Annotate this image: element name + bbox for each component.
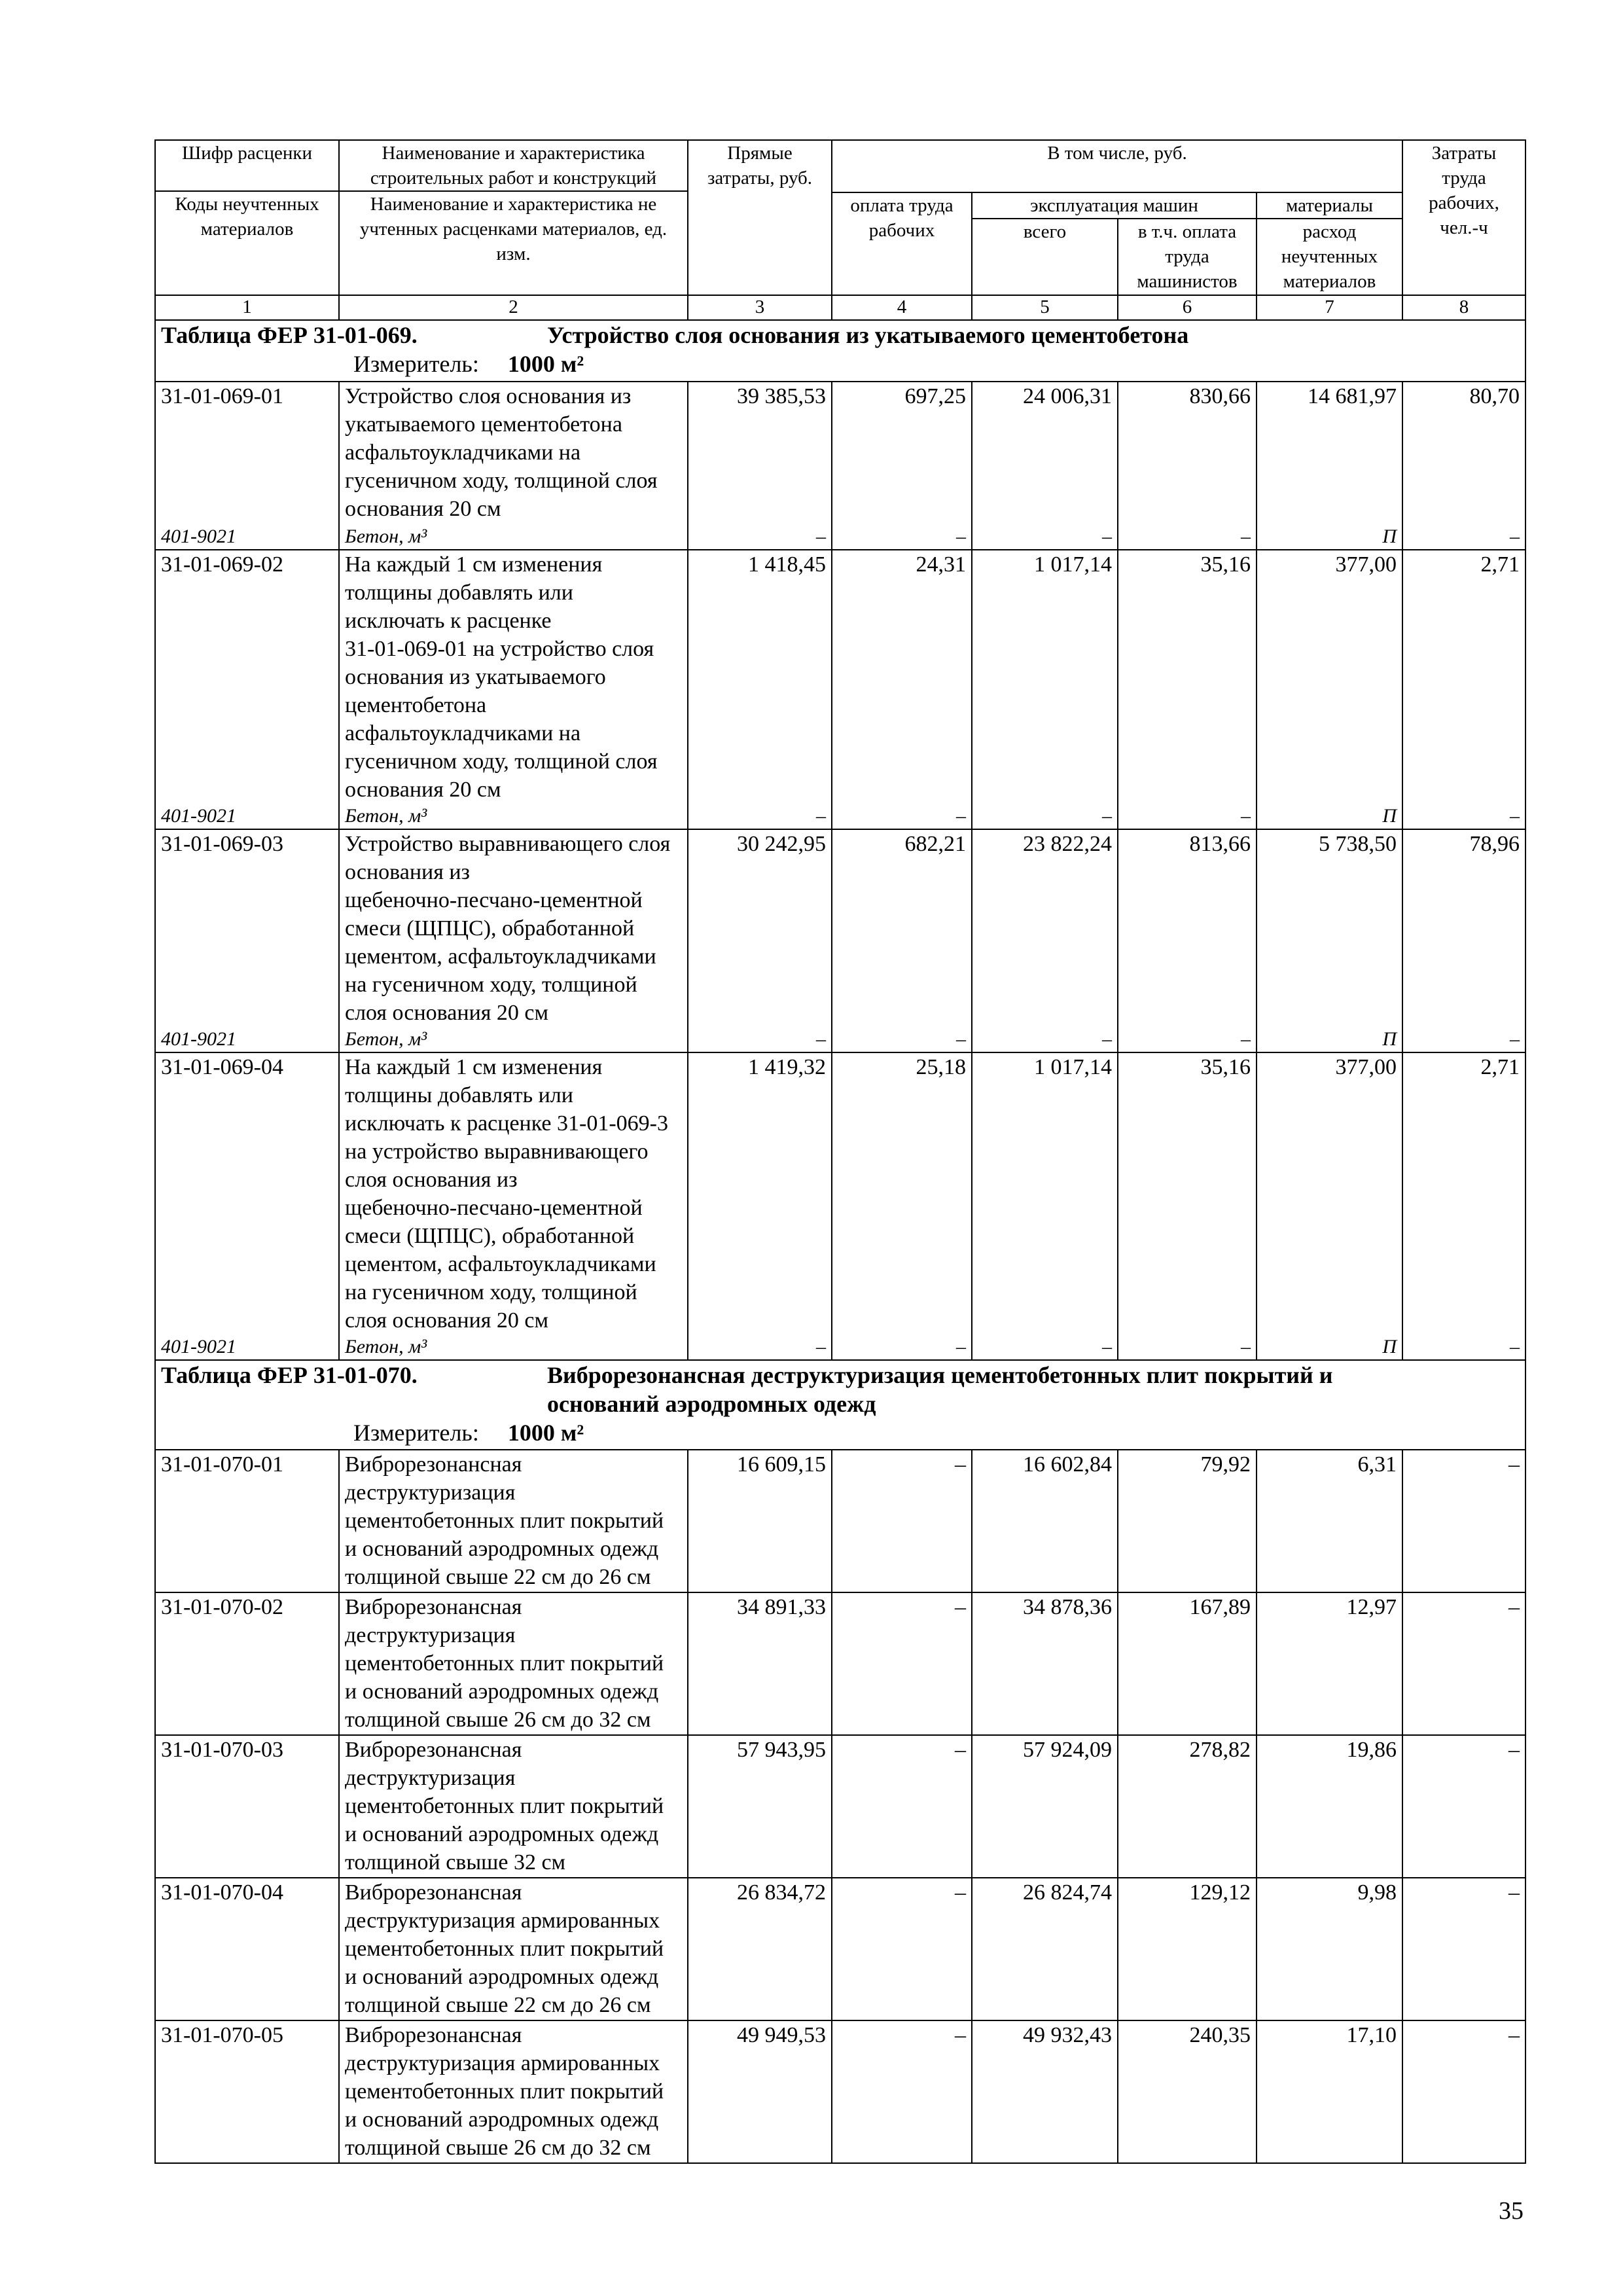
material-mark: – [816, 1028, 826, 1050]
rate-code-cell [155, 1592, 339, 1735]
description-line: толщиной свыше 26 см до 32 см [345, 1708, 651, 1732]
materials-cost: 377,00 [1335, 1055, 1397, 1079]
header-vtch: в т.ч. оплата труда машинистов [1118, 219, 1257, 295]
machine-total: 24 006,31 [1023, 384, 1112, 408]
material-mark: – [956, 526, 966, 547]
machine-total-cell [972, 1878, 1118, 2020]
direct-cost: 34 891,33 [737, 1595, 826, 1619]
rate-code-cell [155, 2020, 339, 2163]
header-oplata: оплата труда рабочих [832, 192, 972, 295]
materials-cost-cell [1257, 1592, 1402, 1735]
rate-code: 31-01-069-02 [161, 552, 283, 577]
material-mark: – [956, 1336, 966, 1357]
direct-cost-cell [688, 1052, 832, 1360]
labor-pay-cell [832, 1878, 972, 2020]
machine-total: 1 017,14 [1034, 552, 1112, 577]
labor-hours-cell [1402, 1878, 1525, 2020]
measure-label: Измеритель: [353, 1420, 479, 1446]
work-description [345, 1736, 682, 1876]
header-kody: Коды неучтенных материалов [155, 191, 339, 295]
material-mark: – [1510, 1028, 1520, 1050]
material-mark: – [816, 1336, 826, 1357]
machine-total-cell [972, 829, 1118, 1052]
labor-hours: – [1508, 1880, 1520, 1905]
labor-pay-cell [832, 550, 972, 829]
labor-pay-cell [832, 1450, 972, 1592]
machinist-pay: 240,35 [1189, 2023, 1251, 2047]
machinist-pay-cell [1118, 1052, 1257, 1360]
machinist-pay-cell [1118, 382, 1257, 550]
header-v-tom-chisle: В том числе, руб. [832, 140, 1402, 192]
material-mark: П [1382, 1336, 1397, 1357]
header-vsego: всего [972, 219, 1118, 295]
direct-cost-cell [688, 382, 832, 550]
direct-cost: 1 419,32 [748, 1055, 826, 1079]
direct-cost: 39 385,53 [737, 384, 826, 408]
description-line: щебеночно-песчано-цементной [345, 888, 643, 912]
material-name: Бетон, м³ [345, 1336, 427, 1357]
description-line: толщиной свыше 22 см до 26 см [345, 1565, 651, 1589]
material-mark: – [1241, 805, 1251, 827]
machinist-pay-cell [1118, 829, 1257, 1052]
rate-code: 31-01-070-05 [161, 2023, 283, 2047]
description-line: цементобетона [345, 693, 487, 717]
measure-value: 1000 м² [507, 351, 584, 377]
description-line: толщиной свыше 26 см до 32 см [345, 2136, 651, 2160]
measure-line [161, 350, 1520, 378]
header-ekspl: эксплуатация машин [972, 192, 1257, 219]
description-line: гусеничном ходу, толщиной слоя [345, 749, 658, 774]
direct-cost: 26 834,72 [737, 1880, 826, 1905]
rate-code: 31-01-070-03 [161, 1738, 283, 1762]
description-line: щебеночно-песчано-цементной [345, 1196, 643, 1220]
labor-pay: 682,21 [904, 832, 966, 856]
materials-cost: 12,97 [1346, 1595, 1397, 1619]
description-line: и оснований аэродромных одежд [345, 1679, 659, 1704]
description-line: Виброрезонансная [345, 1738, 522, 1762]
direct-cost-cell [688, 550, 832, 829]
description-line: на гусеничном ходу, толщиной [345, 1280, 637, 1304]
description-line: цементобетонных плит покрытий [345, 1509, 664, 1533]
description-line: деструктуризация армированных [345, 2051, 660, 2075]
description-line: асфальтоукладчиками на [345, 440, 581, 465]
labor-hours-cell [1402, 550, 1525, 829]
material-mark: – [1510, 1336, 1520, 1357]
labor-hours-cell [1402, 1735, 1525, 1878]
description-line: Устройство слоя основания из [345, 384, 632, 408]
header-name-unaccounted: Наименование и характеристика не учтенных расценками материалов, ед. изм. [339, 191, 688, 295]
work-description [345, 1878, 682, 2019]
work-description [345, 2021, 682, 2162]
table-row [155, 829, 1525, 1052]
direct-cost-cell [688, 1878, 832, 2020]
machine-total: 23 822,24 [1023, 832, 1112, 856]
description-line: Устройство выравнивающего слоя [345, 832, 671, 856]
col-number: 4 [832, 295, 972, 320]
description-cell [339, 1878, 688, 2020]
col-number: 3 [688, 295, 832, 320]
labor-hours-cell [1402, 1592, 1525, 1735]
direct-cost: 16 609,15 [737, 1452, 826, 1477]
material-mark: П [1382, 1028, 1397, 1050]
material-mark: П [1382, 805, 1397, 827]
labor-pay: 697,25 [904, 384, 966, 408]
col-number: 5 [972, 295, 1118, 320]
direct-cost: 49 949,53 [737, 2023, 826, 2047]
description-cell [339, 382, 688, 550]
machine-total-cell [972, 1450, 1118, 1592]
description-line: На каждый 1 см изменения [345, 552, 603, 577]
work-description [345, 830, 682, 1027]
header-shifr: Шифр расценки [155, 140, 339, 191]
header-materialy: материалы [1257, 192, 1402, 219]
description-line: и оснований аэродромных одежд [345, 1537, 659, 1561]
rate-code-cell [155, 1052, 339, 1360]
material-mark: – [816, 805, 826, 827]
material-mark: – [956, 1028, 966, 1050]
description-line: и оснований аэродромных одежд [345, 1965, 659, 1989]
table-row [155, 1052, 1525, 1360]
labor-hours: 2,71 [1480, 1055, 1520, 1079]
labor-pay-cell [832, 829, 972, 1052]
direct-cost-cell [688, 1450, 832, 1592]
description-line: На каждый 1 см изменения [345, 1055, 603, 1079]
description-line: толщиной свыше 32 см [345, 1850, 566, 1874]
materials-cost-cell [1257, 1052, 1402, 1360]
machinist-pay-cell [1118, 1878, 1257, 2020]
labor-hours: – [1508, 2023, 1520, 2047]
labor-pay: – [955, 1880, 966, 1905]
description-line: основания из укатываемого [345, 665, 606, 689]
labor-pay-cell [832, 2020, 972, 2163]
description-line: исключать к расценке [345, 609, 552, 633]
labor-pay: 25,18 [916, 1055, 966, 1079]
material-mark: – [956, 805, 966, 827]
col-number: 8 [1402, 295, 1525, 320]
section-header [155, 320, 1525, 382]
materials-cost: 5 738,50 [1319, 832, 1397, 856]
machinist-pay: 830,66 [1189, 384, 1251, 408]
labor-pay: – [955, 2023, 966, 2047]
rate-code-cell [155, 1735, 339, 1878]
material-name: Бетон, м³ [345, 1028, 427, 1050]
machine-total: 1 017,14 [1034, 1055, 1112, 1079]
description-line: и оснований аэродромных одежд [345, 1822, 659, 1846]
section-title: Виброрезонансная деструктуризация цементобетонных плит покрытий и [547, 1362, 1333, 1388]
material-mark: – [1241, 1336, 1251, 1357]
description-line: гусеничном ходу, толщиной слоя [345, 469, 658, 493]
table-row [155, 2020, 1525, 2163]
section-code: Таблица ФЕР 31-01-070. [161, 1362, 418, 1388]
description-cell [339, 2020, 688, 2163]
description-line: исключать к расценке 31-01-069-3 [345, 1111, 668, 1136]
section-code: Таблица ФЕР 31-01-069. [161, 322, 418, 348]
machinist-pay: 79,92 [1200, 1452, 1251, 1477]
rate-code: 31-01-070-01 [161, 1452, 283, 1477]
col-number: 6 [1118, 295, 1257, 320]
material-mark: – [1241, 1028, 1251, 1050]
work-description [345, 550, 682, 804]
material-mark: – [1510, 526, 1520, 547]
material-mark: – [1241, 526, 1251, 547]
description-line: слоя основания 20 см [345, 1308, 549, 1333]
materials-cost-cell [1257, 1878, 1402, 2020]
description-line: укатываемого цементобетона [345, 412, 622, 437]
description-line: Виброрезонансная [345, 1880, 522, 1905]
machinist-pay-cell [1118, 1735, 1257, 1878]
description-line: на гусеничном ходу, толщиной [345, 973, 637, 997]
machinist-pay-cell [1118, 1592, 1257, 1735]
materials-cost: 9,98 [1357, 1880, 1397, 1905]
description-line: смеси (ЩПЦС), обработанной [345, 916, 635, 941]
materials-cost: 17,10 [1346, 2023, 1397, 2047]
materials-cost-cell [1257, 1735, 1402, 1878]
material-mark: – [1102, 1028, 1112, 1050]
material-code: 401-9021 [161, 1028, 236, 1050]
material-code: 401-9021 [161, 526, 236, 547]
direct-cost: 30 242,95 [737, 832, 826, 856]
direct-cost-cell [688, 1592, 832, 1735]
machinist-pay: 278,82 [1189, 1738, 1251, 1762]
machine-total-cell [972, 382, 1118, 550]
description-line: цементобетонных плит покрытий [345, 2079, 664, 2104]
labor-pay: – [955, 1452, 966, 1477]
description-line: основания 20 см [345, 497, 501, 521]
description-cell [339, 1450, 688, 1592]
table-row [155, 1735, 1525, 1878]
table-header [155, 140, 1525, 320]
description-line: толщины добавлять или [345, 1083, 573, 1107]
labor-pay-cell [832, 1052, 972, 1360]
machine-total-cell [972, 1592, 1118, 1735]
machine-total: 26 824,74 [1023, 1880, 1112, 1905]
rates-table [154, 139, 1526, 2164]
description-line: толщины добавлять или [345, 581, 573, 605]
description-line: основания 20 см [345, 778, 501, 802]
machinist-pay: 35,16 [1200, 552, 1251, 577]
direct-cost-cell [688, 1735, 832, 1878]
description-line: цементобетонных плит покрытий [345, 1651, 664, 1676]
header-zatraty: Затраты труда рабочих, чел.-ч [1402, 140, 1525, 295]
section-header-row [155, 1360, 1525, 1450]
labor-pay-cell [832, 1592, 972, 1735]
description-cell [339, 829, 688, 1052]
machinist-pay-cell [1118, 2020, 1257, 2163]
material-mark: – [1102, 526, 1112, 547]
material-mark: – [1510, 805, 1520, 827]
description-line: цементом, асфальтоукладчиками [345, 944, 656, 969]
labor-pay: – [955, 1595, 966, 1619]
section-header [155, 1360, 1525, 1450]
labor-hours: 2,71 [1480, 552, 1520, 577]
rate-code: 31-01-069-01 [161, 384, 283, 408]
rate-code: 31-01-069-03 [161, 832, 283, 856]
header-name: Наименование и характеристика строительных работ и конструкций [339, 140, 688, 191]
description-line: Виброрезонансная [345, 1452, 522, 1477]
description-line: асфальтоукладчиками на [345, 721, 581, 745]
material-code: 401-9021 [161, 805, 236, 827]
materials-cost: 6,31 [1357, 1452, 1397, 1477]
machine-total-cell [972, 1735, 1118, 1878]
labor-pay-cell [832, 382, 972, 550]
description-cell [339, 550, 688, 829]
labor-hours: – [1508, 1738, 1520, 1762]
section-title: Устройство слоя основания из укатываемого цементобетона [547, 322, 1189, 348]
machinist-pay: 167,89 [1189, 1595, 1251, 1619]
rate-code-cell [155, 1878, 339, 2020]
description-line: слоя основания 20 см [345, 1001, 549, 1025]
measure-line [161, 1418, 1520, 1447]
rate-code-cell [155, 829, 339, 1052]
labor-hours-cell [1402, 1450, 1525, 1592]
labor-hours: 80,70 [1469, 384, 1520, 408]
labor-pay-cell [832, 1735, 972, 1878]
materials-cost-cell [1257, 829, 1402, 1052]
material-mark: – [816, 526, 826, 547]
rate-code-cell [155, 382, 339, 550]
labor-hours-cell [1402, 382, 1525, 550]
description-line: деструктуризация армированных [345, 1909, 660, 1933]
table-row [155, 1592, 1525, 1735]
description-cell [339, 1052, 688, 1360]
direct-cost-cell [688, 2020, 832, 2163]
labor-pay: 24,31 [916, 552, 966, 577]
machine-total: 49 932,43 [1023, 2023, 1112, 2047]
labor-hours: – [1508, 1452, 1520, 1477]
description-cell [339, 1592, 688, 1735]
machinist-pay: 129,12 [1189, 1880, 1251, 1905]
materials-cost: 14 681,97 [1308, 384, 1397, 408]
material-mark: – [1102, 1336, 1112, 1357]
material-code: 401-9021 [161, 1336, 236, 1357]
table-row [155, 382, 1525, 550]
description-line: Виброрезонансная [345, 1595, 522, 1619]
table-row [155, 550, 1525, 829]
work-description [345, 382, 682, 523]
material-mark: П [1382, 526, 1397, 547]
description-cell [339, 1735, 688, 1878]
rate-code-cell [155, 550, 339, 829]
description-line: толщиной свыше 22 см до 26 см [345, 1993, 651, 2017]
material-mark: – [1102, 805, 1112, 827]
materials-cost-cell [1257, 382, 1402, 550]
labor-hours-cell [1402, 1052, 1525, 1360]
machine-total: 16 602,84 [1023, 1452, 1112, 1477]
description-line: цементобетонных плит покрытий [345, 1937, 664, 1961]
table-body [155, 320, 1525, 2163]
machine-total-cell [972, 1052, 1118, 1360]
measure-value: 1000 м² [507, 1420, 584, 1446]
work-description [345, 1450, 682, 1591]
work-description [345, 1053, 682, 1335]
header-pryamye: Прямые затраты, руб. [688, 140, 832, 295]
col-number: 2 [339, 295, 688, 320]
rate-code: 31-01-070-02 [161, 1595, 283, 1619]
machinist-pay: 35,16 [1200, 1055, 1251, 1079]
table-row [155, 1878, 1525, 2020]
machinist-pay: 813,66 [1189, 832, 1251, 856]
description-line: Виброрезонансная [345, 2023, 522, 2047]
machine-total: 57 924,09 [1023, 1738, 1112, 1762]
col-number: 1 [155, 295, 339, 320]
col-number: 7 [1257, 295, 1402, 320]
machinist-pay-cell [1118, 550, 1257, 829]
direct-cost: 1 418,45 [748, 552, 826, 577]
page-number: 35 [1499, 2197, 1524, 2225]
description-line: деструктуризация [345, 1480, 516, 1505]
labor-hours-cell [1402, 829, 1525, 1052]
description-line: на устройство выравнивающего [345, 1139, 649, 1164]
description-line: деструктуризация [345, 1766, 516, 1790]
work-description [345, 1593, 682, 1734]
materials-cost: 377,00 [1335, 552, 1397, 577]
materials-cost-cell [1257, 550, 1402, 829]
header-rashod: расход неучтенных материалов [1257, 219, 1402, 295]
section-header-row [155, 320, 1525, 382]
section-title-continued: оснований аэродромных одежд [547, 1391, 876, 1417]
measure-label: Измеритель: [353, 351, 479, 377]
description-line: цементом, асфальтоукладчиками [345, 1252, 656, 1276]
rate-code-cell [155, 1450, 339, 1592]
table-row [155, 1450, 1525, 1592]
material-name: Бетон, м³ [345, 526, 427, 547]
description-line: слоя основания из [345, 1168, 518, 1192]
description-line: деструктуризация [345, 1623, 516, 1647]
materials-cost-cell [1257, 1450, 1402, 1592]
materials-cost: 19,86 [1346, 1738, 1397, 1762]
material-name: Бетон, м³ [345, 805, 427, 827]
description-line: и оснований аэродромных одежд [345, 2108, 659, 2132]
description-line: цементобетонных плит покрытий [345, 1794, 664, 1818]
direct-cost: 57 943,95 [737, 1738, 826, 1762]
labor-hours: – [1508, 1595, 1520, 1619]
direct-cost-cell [688, 829, 832, 1052]
description-line: смеси (ЩПЦС), обработанной [345, 1224, 635, 1248]
machine-total: 34 878,36 [1023, 1595, 1112, 1619]
labor-hours: 78,96 [1469, 832, 1520, 856]
machine-total-cell [972, 2020, 1118, 2163]
labor-pay: – [955, 1738, 966, 1762]
rate-code: 31-01-069-04 [161, 1055, 283, 1079]
rate-code: 31-01-070-04 [161, 1880, 283, 1905]
description-line: основания из [345, 860, 470, 884]
machine-total-cell [972, 550, 1118, 829]
materials-cost-cell [1257, 2020, 1402, 2163]
description-line: 31-01-069-01 на устройство слоя [345, 637, 654, 661]
machinist-pay-cell [1118, 1450, 1257, 1592]
labor-hours-cell [1402, 2020, 1525, 2163]
